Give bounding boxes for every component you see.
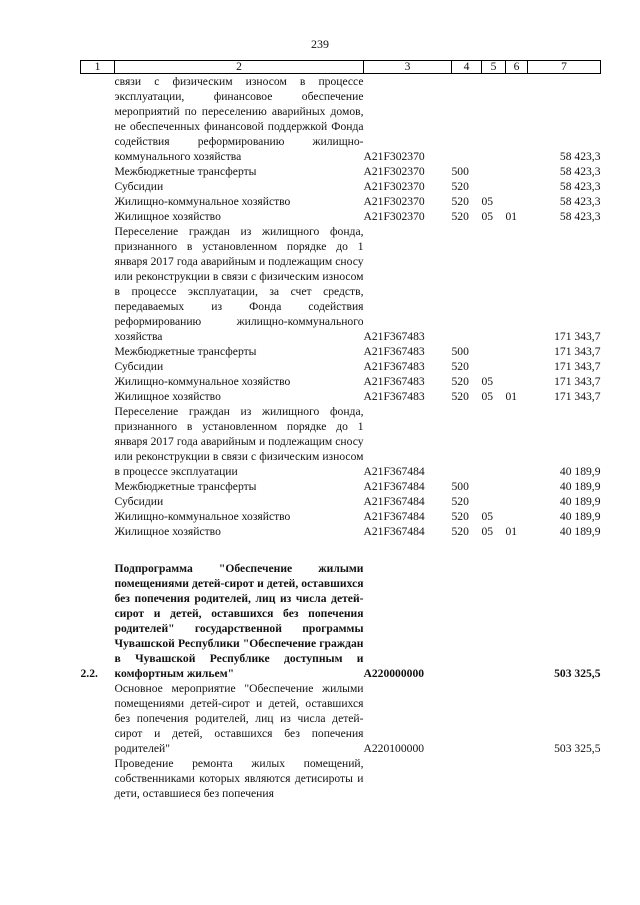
subsection-code [506,359,528,374]
subsection-code [506,404,528,479]
row-amount: 58 423,3 [559,150,601,163]
section-code [482,681,506,756]
target-code: A21F367484 [363,465,425,478]
subsection-code [506,479,528,494]
row-number [81,179,115,194]
row-amount: 40 189,9 [559,525,601,538]
subsection-code [506,179,528,194]
target-code: A21F302370 [363,150,425,163]
row-name: Межбюджетные трансферты [114,345,257,358]
table-row [81,164,601,179]
section-code: 05 [481,525,494,538]
expense-type: 520 [451,510,469,523]
row-name: Субсидии [114,495,164,508]
column-header: 1 [81,61,115,74]
row-amount: 58 423,3 [559,195,601,208]
expense-type [452,561,482,681]
target-code: A21F367484 [363,495,425,508]
target-code: A21F302370 [363,195,425,208]
row-amount: 40 189,9 [559,495,601,508]
row-number: 2.2. [80,667,98,680]
target-code: A21F367483 [363,360,425,373]
row-amount: 503 325,5 [554,742,601,755]
column-header: 4 [452,61,482,74]
section-code: 05 [481,195,494,208]
target-code: A220000000 [363,667,425,680]
expense-type: 520 [451,375,469,388]
expense-type: 520 [451,195,469,208]
section-code [482,344,506,359]
table-header-row [81,61,601,74]
expense-type: 520 [451,495,469,508]
subsection-code [506,561,528,681]
row-name: Жилищное хозяйство [114,210,221,223]
row-number [81,681,115,756]
table-row [81,509,601,524]
subsection-code [506,344,528,359]
table-row [81,209,601,224]
column-header: 6 [506,61,528,74]
expense-type [452,404,482,479]
row-number [81,164,115,179]
expense-type: 520 [451,180,469,193]
row-name: Жилищно-коммунальное хозяйство [114,510,291,523]
row-name: Межбюджетные трансферты [114,480,257,493]
subsection-code [506,494,528,509]
table-row [81,524,601,539]
target-code: A21F367483 [363,375,425,388]
expense-type [452,756,482,801]
row-number [81,374,115,389]
table-row [81,194,601,209]
row-number [81,224,115,344]
row-number [81,194,115,209]
spacer-row [81,539,601,561]
row-name: Жилищное хозяйство [114,390,221,403]
row-amount [528,756,601,801]
row-amount: 171 343,7 [554,330,601,343]
page-number: 239 [311,37,329,51]
row-number [81,404,115,479]
section-code [482,561,506,681]
column-header: 7 [528,61,601,74]
row-amount: 171 343,7 [554,360,601,373]
section-code [482,179,506,194]
section-code [482,359,506,374]
expense-type: 500 [451,480,469,493]
row-name: Субсидии [114,360,164,373]
section-code: 05 [481,390,494,403]
subsection-code [506,164,528,179]
subsection-code [506,509,528,524]
subsection-code [506,374,528,389]
target-code: A21F367484 [363,480,425,493]
row-name: Субсидии [114,180,164,193]
spacer-cell [81,539,601,561]
row-name: связи с физическим износом в процессе эксплуатации, финансовое обеспечение мероприятий по переселению аварийных домов, не обеспеченных финансовой поддержкой Фонда содействия реформированию жилищно-коммунального хозяйства [114,75,364,163]
table-row [81,756,601,801]
row-amount: 58 423,3 [559,180,601,193]
target-code: A220100000 [363,742,425,755]
row-amount: 58 423,3 [559,165,601,178]
target-code: A21F302370 [363,165,425,178]
row-number [81,524,115,539]
subsection-code [506,681,528,756]
budget-table [80,60,601,801]
subsection-code [506,74,528,165]
table-row [81,561,601,681]
expense-type: 520 [451,210,469,223]
row-amount: 503 325,5 [554,667,601,680]
row-amount: 40 189,9 [559,465,601,478]
row-number [81,756,115,801]
target-code: A21F367483 [363,390,425,403]
subsection-code [506,194,528,209]
row-name: Основное мероприятие "Обеспечение жилыми помещениями детей-сирот и детей, оставшихся без попечения родителей, лиц из числа детей-сирот и детей, оставшихся без попечения родителей" [114,682,364,755]
column-header: 3 [364,61,452,74]
row-name: Жилищно-коммунальное хозяйство [114,375,291,388]
target-code: A21F367484 [363,525,425,538]
section-code [482,756,506,801]
expense-type [452,224,482,344]
expense-type [452,74,482,165]
row-number [81,209,115,224]
section-code [482,224,506,344]
table-row [81,74,601,165]
table-row [81,681,601,756]
expense-type: 520 [451,360,469,373]
subsection-code: 01 [505,210,518,223]
row-number [81,74,115,165]
row-amount: 40 189,9 [559,480,601,493]
subsection-code: 01 [505,525,518,538]
target-code: A21F302370 [363,210,425,223]
row-amount: 171 343,7 [554,390,601,403]
table-row [81,224,601,344]
row-number [81,344,115,359]
row-amount: 40 189,9 [559,510,601,523]
row-number [81,509,115,524]
section-code [482,74,506,165]
row-amount: 171 343,7 [554,345,601,358]
column-header: 5 [482,61,506,74]
subsection-code [506,224,528,344]
target-code: A21F367483 [363,345,425,358]
table-row [81,179,601,194]
table-row [81,389,601,404]
expense-type: 500 [451,165,469,178]
row-amount: 171 343,7 [554,375,601,388]
table-row [81,494,601,509]
table-row [81,374,601,389]
expense-type [452,681,482,756]
row-name: Проведение ремонта жилых помещений, собственниками которых являются детисироты и дети, оставшиеся без попечения [114,757,364,800]
row-name: Жилищно-коммунальное хозяйство [114,195,291,208]
table-row [81,479,601,494]
table-row [81,404,601,479]
row-number [81,359,115,374]
table-body [81,74,601,802]
row-number [81,479,115,494]
target-code: A21F367484 [363,510,425,523]
section-code: 05 [481,375,494,388]
target-code: A21F302370 [363,180,425,193]
subsection-code [506,756,528,801]
target-code: A21F367483 [363,330,425,343]
section-code: 05 [481,510,494,523]
subsection-code: 01 [505,390,518,403]
expense-type: 520 [451,525,469,538]
section-code [482,404,506,479]
expense-type: 520 [451,390,469,403]
row-name: Межбюджетные трансферты [114,165,257,178]
row-name: Подпрограмма "Обеспечение жилыми помещениями детей-сирот и детей, оставшихся без попечения родителей, лиц из числа детей-сирот и детей, оставшихся без попечения родителей" государственной программы Чувашской Республики "Обеспечение граждан в Чувашской Республике доступным и комфортным жильем" [114,562,364,680]
section-code [482,164,506,179]
table-row [81,359,601,374]
section-code [482,479,506,494]
expense-type: 500 [451,345,469,358]
row-name: Переселение граждан из жилищного фонда, признанного в установленном порядке до 1 января 2017 года аварийным и подлежащим сносу или реконструкции в связи с физическим износом в процессе эксплуатации, за счет средств, передаваемых из Фонда содействия реформированию жилищно-коммунального хозяйства [114,225,364,343]
row-amount: 58 423,3 [559,210,601,223]
row-number [81,389,115,404]
target-code [364,756,452,801]
section-code: 05 [481,210,494,223]
row-number [81,494,115,509]
section-code [482,494,506,509]
table-row [81,344,601,359]
column-header: 2 [115,61,364,74]
row-name: Жилищное хозяйство [114,525,221,538]
row-name: Переселение граждан из жилищного фонда, признанного в установленном порядке до 1 января 2017 года аварийным и подлежащим сносу или реконструкции в связи с физическим износом в процессе эксплуатации [114,405,364,478]
